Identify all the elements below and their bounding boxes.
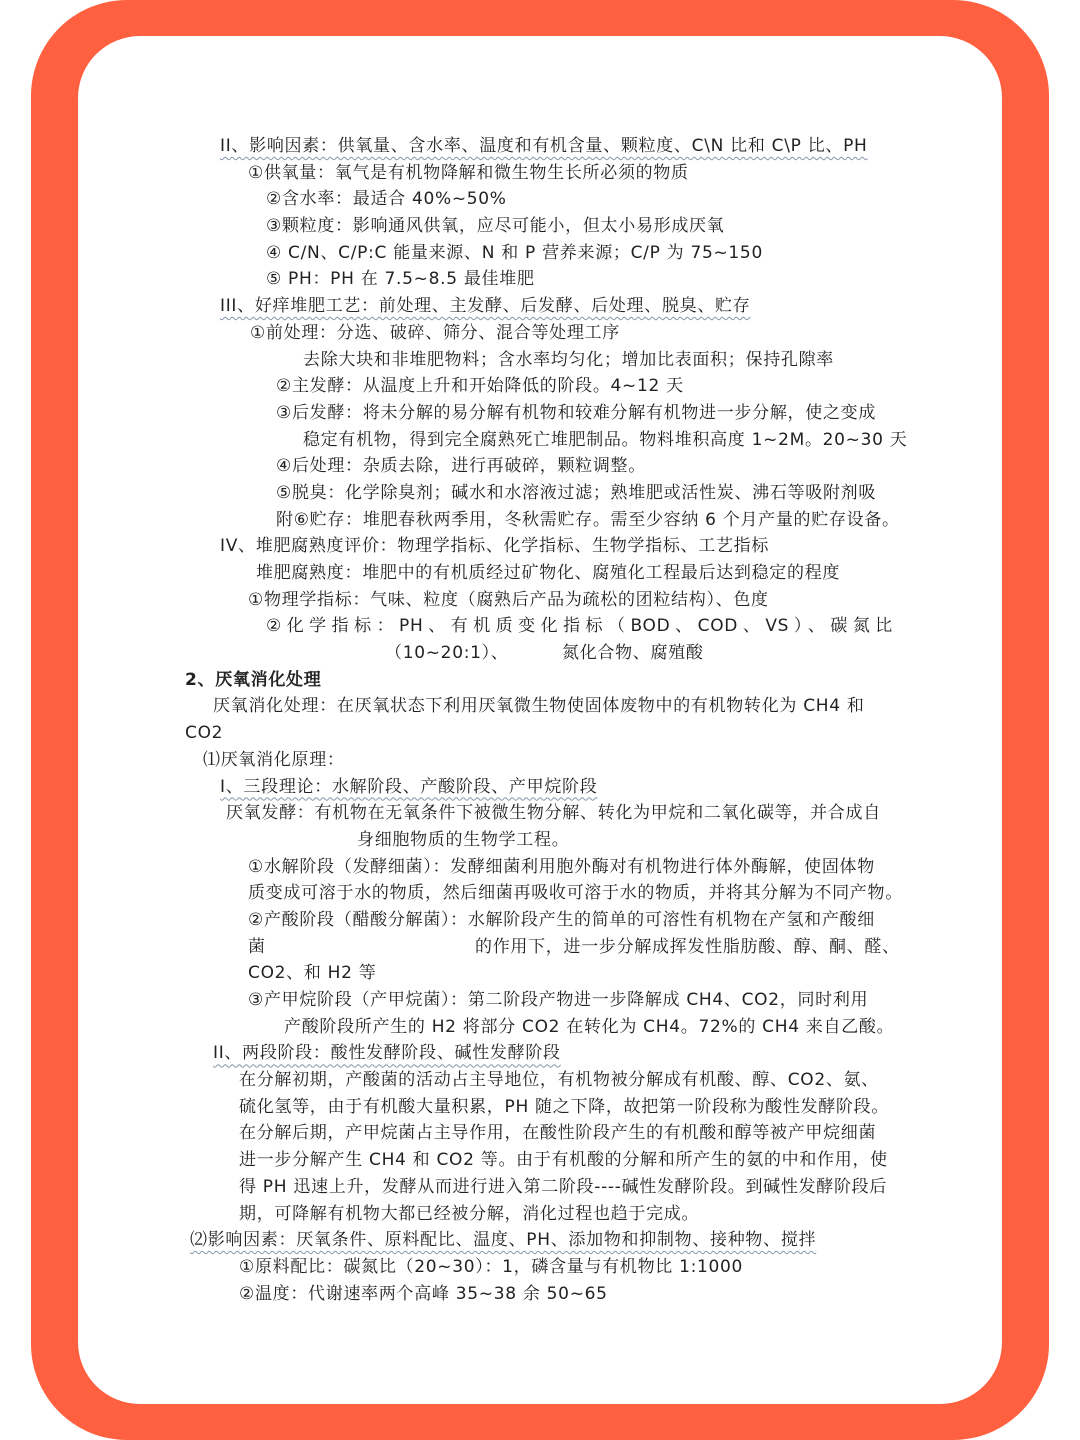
composting-process-heading: III、好痒堆肥工艺：前处理、主发酵、后发酵、后处理、脱臭、贮存 bbox=[220, 296, 751, 317]
two-stage-line: 在分解初期，产酸菌的活动占主导地位，有机物被分解成有机酸、醇、CO2、氨、 bbox=[239, 1070, 879, 1091]
acidogenesis-fragment: 的作用下，进一步分解成挥发性脂肪酸、醇、酮、醛、 bbox=[475, 936, 900, 957]
anaerobic-factors-heading: ⑵影响因素：厌氧条件、原料配比、温度、PH、添加物和抑制物、接种物、搅拌 bbox=[190, 1230, 817, 1251]
composting-maturity-heading: IV、堆肥腐熟度评价：物理学指标、化学指标、生物学指标、工艺指标 bbox=[220, 536, 770, 557]
anaerobic-factor-item: ②温度：代谢速率两个高峰 35~38 余 50~65 bbox=[239, 1283, 608, 1304]
process-line: 去除大块和非堆肥物料；含水率均匀化；增加比表面积；保持孔隙率 bbox=[303, 349, 834, 370]
factor-item-oxygen: ①供氧量：氧气是有机物降解和微生物生长所必须的物质 bbox=[248, 162, 689, 183]
two-stage-line: 期，可降解有机物大都已经被分解，消化过程也趋于完成。 bbox=[239, 1203, 700, 1224]
two-stage-line: 硫化氢等，由于有机酸大量积累，PH 随之下降，故把第一阶段称为酸性发酵阶段。 bbox=[239, 1096, 890, 1117]
two-stage-heading: II、两段阶段：酸性发酵阶段、碱性发酵阶段 bbox=[213, 1043, 561, 1064]
definition-line: CO2 bbox=[185, 723, 224, 744]
composting-factors-heading: II、影响因素：供氧量、含水率、温度和有机含量、颗粒度、C\N 比和 C\P 比、PH bbox=[220, 136, 868, 156]
two-stage-line: 进一步分解产生 CH4 和 CO2 等。由于有机酸的分解和所产生的氨的中和作用，使 bbox=[239, 1150, 888, 1171]
fermentation-line: 身细胞物质的生物学工程。 bbox=[357, 829, 570, 850]
chemical-ratio-text: （10~20:1）、 bbox=[385, 643, 509, 664]
maturity-line: ①物理学指标：气味、粒度（腐熟后产品为疏松的团粒结构）、色度 bbox=[248, 589, 769, 610]
factor-item-ph: ⑤ PH：PH 在 7.5~8.5 最佳堆肥 bbox=[266, 269, 535, 290]
factor-item-moisture: ②含水率：最适合 40%~50% bbox=[266, 189, 507, 210]
fermentation-line: 厌氧发酵：有机物在无氧条件下被微生物分解、转化为甲烷和二氧化碳等，并合成自 bbox=[226, 803, 881, 824]
process-line: ②主发酵：从温度上升和开始降低的阶段。4~12 天 bbox=[276, 376, 684, 397]
factor-item-cn-cp: ④ C/N、C/P:C 能量来源、N 和 P 营养来源；C/P 为 75~150 bbox=[266, 242, 763, 263]
process-line: 附⑥贮存：堆肥春秋两季用，冬秋需贮存。需至少容纳 6 个月产量的贮存设备。 bbox=[276, 509, 900, 530]
acidogenesis-line: CO2、和 H2 等 bbox=[248, 963, 377, 984]
section-title-anaerobic: 2、厌氧消化处理 bbox=[185, 669, 322, 690]
maturity-line-chemical: ②化学指标：PH、有机质变化指标（BOD、COD、VS）、碳氮比 bbox=[266, 616, 893, 637]
document-text bbox=[0, 133, 1080, 1307]
factor-item-particle-size: ③颗粒度：影响通风供氧，应尽可能小，但太小易形成厌氧 bbox=[266, 216, 725, 237]
process-line: 稳定有机物，得到完全腐熟死亡堆肥制品。物料堆积高度 1~2M。20~30 天 bbox=[303, 429, 908, 450]
three-stage-heading: I、三段理论：水解阶段、产酸阶段、产甲烷阶段 bbox=[220, 776, 598, 797]
two-stage-line: 在分解后期，产甲烷菌占主导作用，在酸性阶段产生的有机酸和醇等被产甲烷细菌 bbox=[239, 1123, 877, 1144]
methanogenesis-line: ③产甲烷阶段（产甲烷菌）：第二阶段产物进一步降解成 CH4、CO2，同时利用 bbox=[248, 990, 869, 1010]
acidogenesis-line: ②产酸阶段（醋酸分解菌）：水解阶段产生的简单的可溶性有机物在产氢和产酸细 bbox=[248, 909, 875, 930]
process-line: ④后处理：杂质去除，进行再破碎，颗粒调整。 bbox=[276, 456, 646, 477]
process-line: ①前处理：分选、破碎、筛分、混合等处理工序 bbox=[250, 322, 620, 343]
hydrolysis-line: ①水解阶段（发酵细菌）：发酵细菌利用胞外酶对有机物进行体外酶解，使固体物 bbox=[248, 856, 875, 877]
maturity-line-chemical-continued bbox=[0, 640, 1080, 667]
acidogenesis-fragment: 菌 bbox=[248, 936, 266, 957]
principle-heading: ⑴厌氧消化原理： bbox=[203, 749, 345, 770]
definition-line: 厌氧消化处理：在厌氧状态下利用厌氧微生物使固体废物中的有机物转化为 CH4 和 bbox=[213, 696, 865, 717]
anaerobic-factor-item: ①原料配比：碳氮比（20~30）：1，磷含量与有机物比 1:1000 bbox=[239, 1256, 744, 1277]
acidogenesis-line-split bbox=[0, 934, 1080, 961]
methanogenesis-line: 产酸阶段所产生的 H2 将部分 CO2 在转化为 CH4。72%的 CH4 来自乙酸。 bbox=[284, 1016, 895, 1037]
process-line: ③后发酵：将未分解的易分解有机物和较难分解有机物进一步分解，使之变成 bbox=[276, 402, 877, 423]
maturity-line: 堆肥腐熟度：堆肥中的有机质经过矿物化、腐殖化工程最后达到稳定的程度 bbox=[256, 563, 841, 583]
hydrolysis-line: 质变成可溶于水的物质，然后细菌再吸收可溶于水的物质，并将其分解为不同产物。 bbox=[248, 883, 903, 904]
chemical-compounds-text: 氮化合物、腐殖酸 bbox=[562, 643, 704, 664]
process-line: ⑤脱臭：化学除臭剂；碱水和水溶液过滤；熟堆肥或活性炭、沸石等吸附剂吸 bbox=[276, 482, 877, 503]
two-stage-line: 得 PH 迅速上升，发酵从而进行进入第二阶段----碱性发酵阶段。到碱性发酵阶段后 bbox=[239, 1176, 888, 1197]
